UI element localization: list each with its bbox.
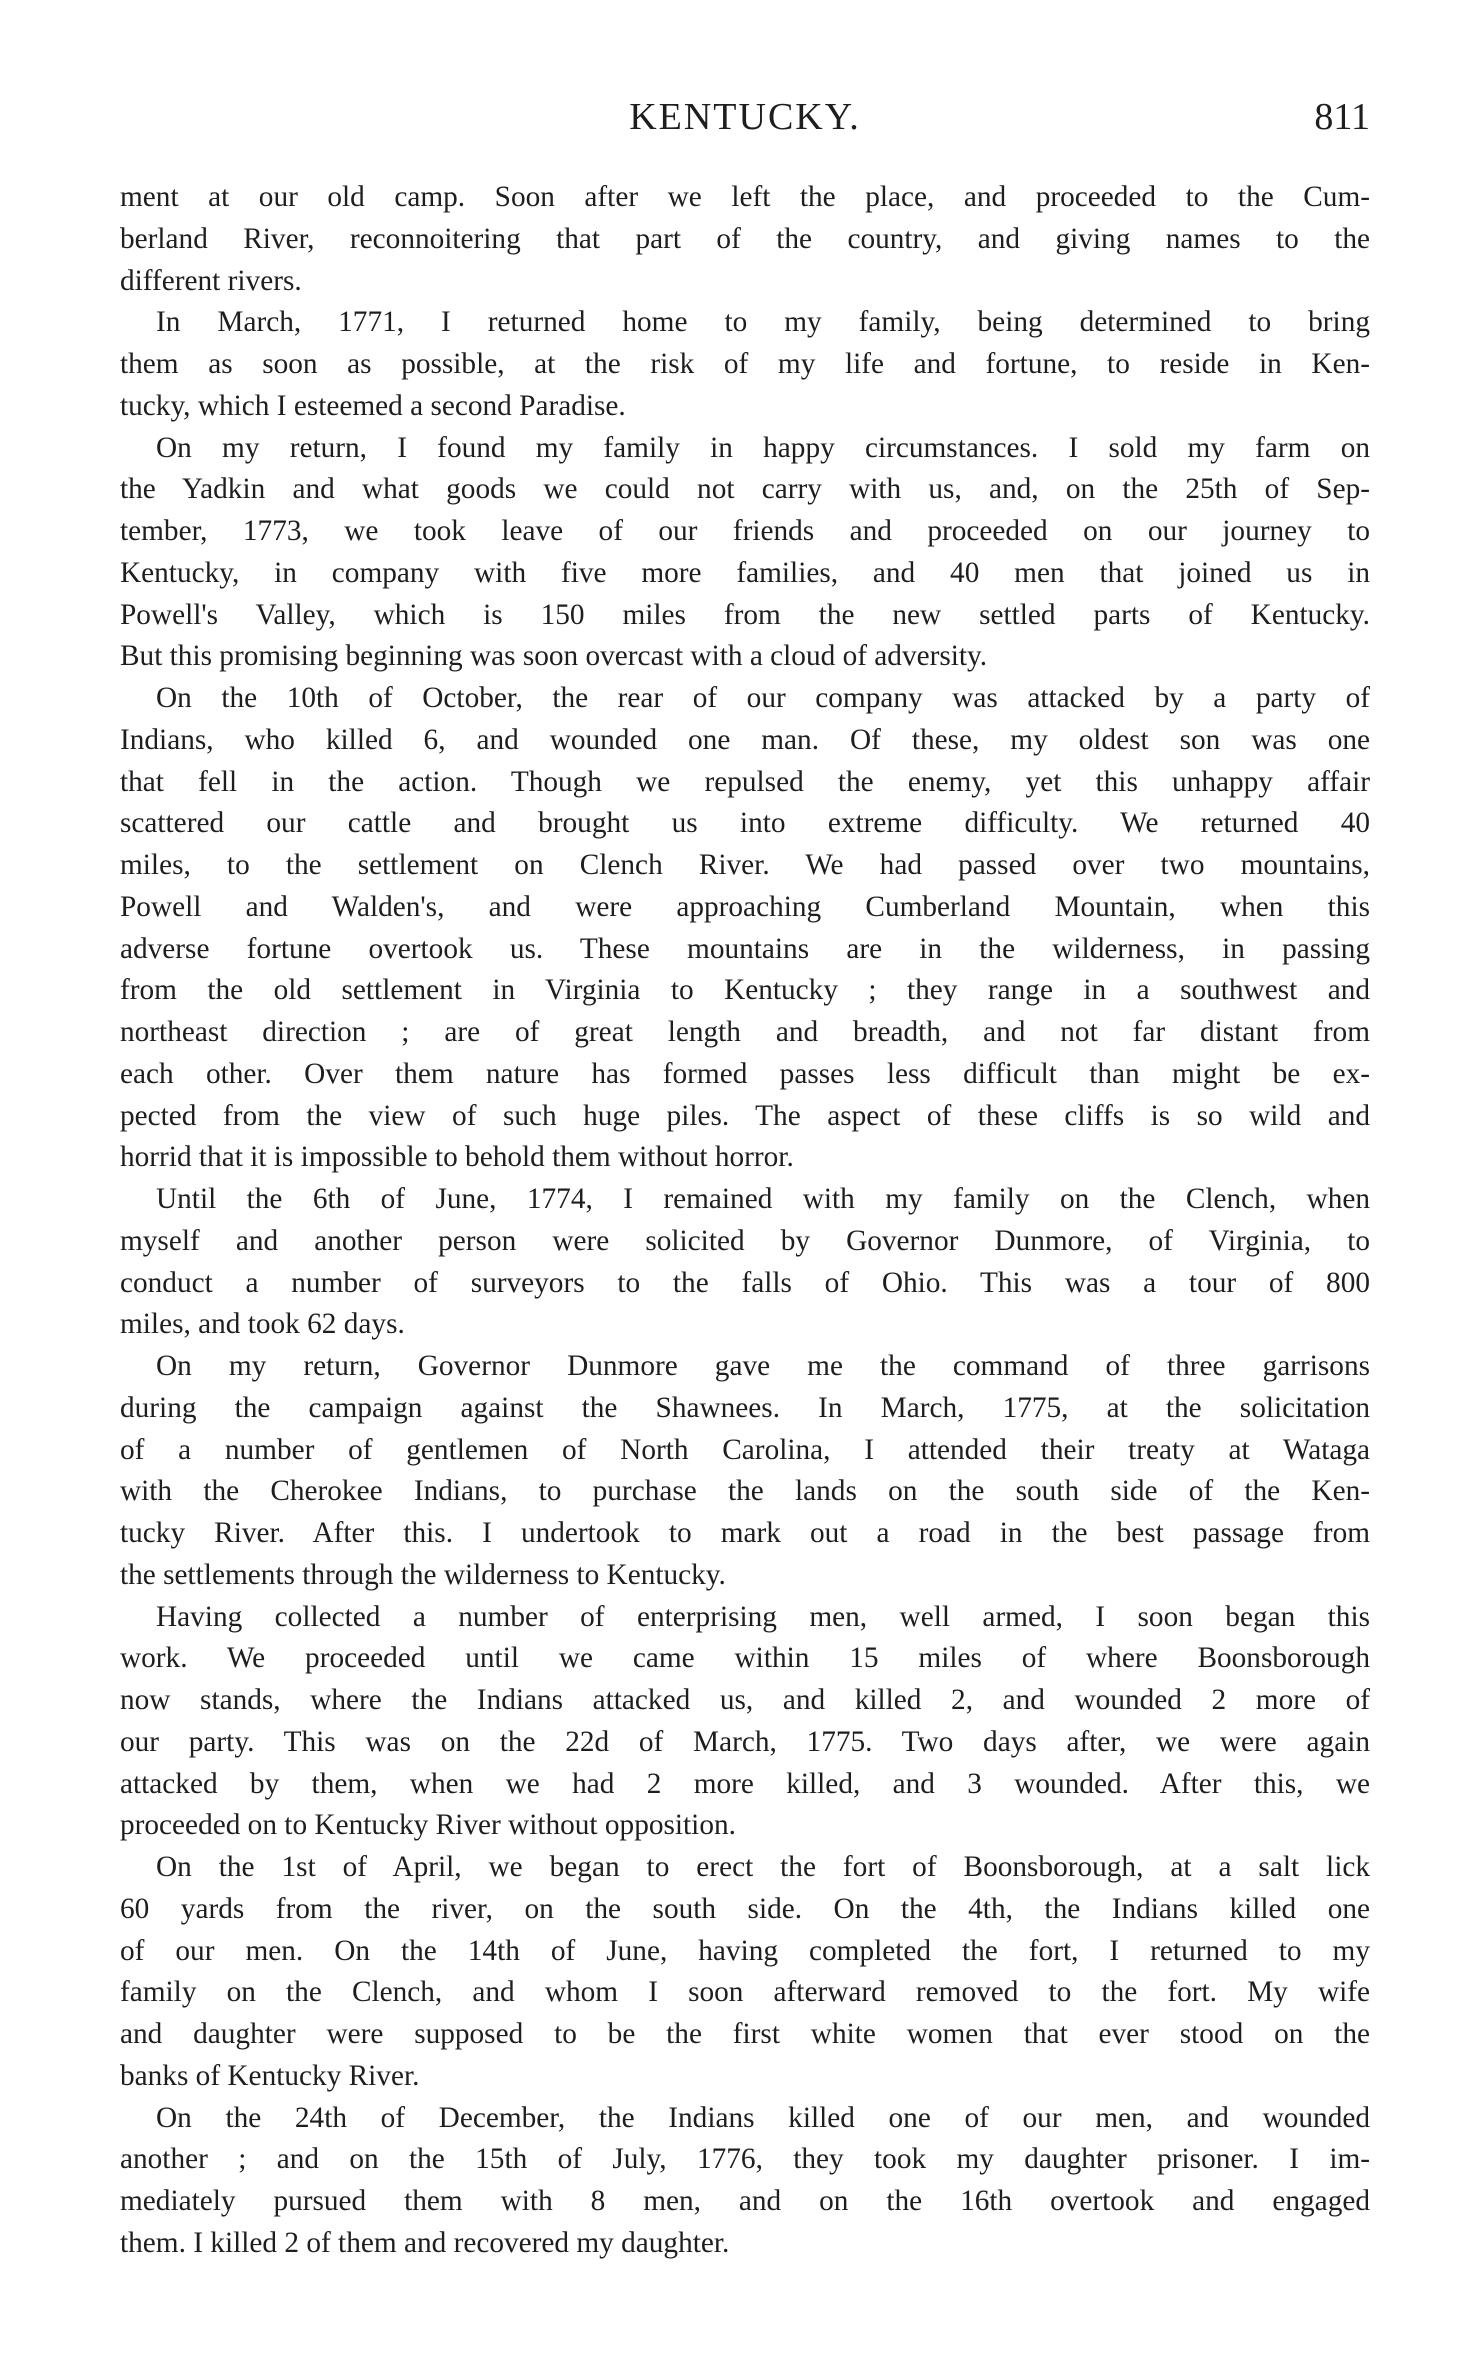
text-line: adverse fortune overtook us. These mountains are in the wilderness, in passing [120, 932, 1370, 965]
text-line: In March, 1771, I returned home to my family, being determined to bring [156, 306, 1370, 339]
text-line: and daughter were supposed to be the first white women that ever stood on the [120, 2018, 1370, 2050]
text-line: miles, and took 62 days. [120, 1308, 405, 1341]
text-line: that fell in the action. Though we repulsed the enemy, yet this unhappy affair [120, 765, 1370, 798]
text-line: ment at our old camp. Soon after we left the place, and proceeded to the Cum- [120, 181, 1370, 213]
text-line: Kentucky, in company with five more families, and 40 men that joined us in [120, 556, 1370, 589]
text-line: But this promising beginning was soon overcast with a cloud of adversity. [120, 640, 988, 673]
text-line: them as soon as possible, at the risk of my life and fortune, to reside in Ken- [120, 348, 1370, 380]
text-line: tucky, which I esteemed a second Paradise. [120, 389, 626, 422]
page-number: 811 [1314, 96, 1370, 138]
text-line: miles, to the settlement on Clench River. We had passed over two mountains, [120, 849, 1370, 881]
text-line: On the 10th of October, the rear of our company was attacked by a party of [156, 682, 1370, 714]
text-line: proceeded on to Kentucky River without opposition. [120, 1809, 736, 1842]
text-line: pected from the view of such huge piles. The aspect of these cliffs is so wild and [120, 1099, 1370, 1132]
text-line: them. I killed 2 of them and recovered my daughter. [120, 2226, 730, 2259]
text-line: banks of Kentucky River. [120, 2059, 420, 2092]
text-line: Powell and Walden's, and were approaching Cumberland Mountain, when this [120, 890, 1370, 923]
text-line: Having collected a number of enterprising men, well armed, I soon began this [156, 1600, 1370, 1633]
text-line: now stands, where the Indians attacked us, and killed 2, and wounded 2 more of [120, 1684, 1370, 1716]
text-line: 60 yards from the river, on the south side. On the 4th, the Indians killed one [120, 1892, 1370, 1925]
text-line: during the campaign against the Shawnees. In March, 1775, at the solicitation [120, 1391, 1370, 1424]
text-line: scattered our cattle and brought us into extreme difficulty. We returned 40 [120, 807, 1370, 840]
text-line: berland River, reconnoitering that part of the country, and giving names to the [120, 222, 1370, 255]
text-line: family on the Clench, and whom I soon afterward removed to the fort. My wife [120, 1976, 1370, 2009]
text-line: conduct a number of surveyors to the falls of Ohio. This was a tour of 800 [120, 1266, 1370, 1299]
text-line: the Yadkin and what goods we could not carry with us, and, on the 25th of Sep- [120, 473, 1370, 506]
text-line: On my return, I found my family in happy circumstances. I sold my farm on [156, 431, 1370, 464]
text-line: On the 24th of December, the Indians killed one of our men, and wounded [156, 2101, 1370, 2134]
text-line: of a number of gentlemen of North Carolina, I attended their treaty at Wataga [120, 1433, 1370, 1466]
text-line: myself and another person were solicited by Governor Dunmore, of Virginia, to [120, 1224, 1370, 1257]
text-line: the settlements through the wilderness to Kentucky. [120, 1558, 726, 1591]
text-line: work. We proceeded until we came within 15 miles of where Boonsborough [120, 1642, 1370, 1675]
text-line: with the Cherokee Indians, to purchase the lands on the south side of the Ken- [120, 1475, 1370, 1508]
body-text [120, 177, 1370, 2265]
text-line: On the 1st of April, we began to erect the fort of Boonsborough, at a salt lick [156, 1851, 1370, 1883]
text-line: of our men. On the 14th of June, having completed the fort, I returned to my [120, 1934, 1370, 1967]
text-line: from the old settlement in Virginia to Kentucky ; they range in a southwest and [120, 974, 1370, 1007]
text-line: mediately pursued them with 8 men, and on the 16th overtook and engaged [120, 2185, 1370, 2217]
text-line: tember, 1773, we took leave of our friends and proceeded on our journey to [120, 515, 1370, 547]
text-line: On my return, Governor Dunmore gave me the command of three garrisons [156, 1350, 1370, 1382]
text-line: tucky River. After this. I undertook to mark out a road in the best passage from [120, 1517, 1370, 1549]
text-line: another ; and on the 15th of July, 1776, they took my daughter prisoner. I im- [120, 2143, 1370, 2176]
text-line: attacked by them, when we had 2 more killed, and 3 wounded. After this, we [120, 1767, 1370, 1800]
text-line: Until the 6th of June, 1774, I remained with my family on the Clench, when [156, 1183, 1370, 1215]
running-head [120, 92, 1370, 142]
text-line: different rivers. [120, 264, 302, 297]
text-line: our party. This was on the 22d of March, 1775. Two days after, we were again [120, 1725, 1370, 1758]
text-line: Powell's Valley, which is 150 miles from the new settled parts of Kentucky. [120, 598, 1370, 631]
text-line: horrid that it is impossible to behold them without horror. [120, 1141, 794, 1174]
running-title: KENTUCKY. [629, 96, 861, 138]
text-line: northeast direction ; are of great length and breadth, and not far distant from [120, 1016, 1370, 1048]
text-line: Indians, who killed 6, and wounded one man. Of these, my oldest son was one [120, 723, 1370, 756]
text-line: each other. Over them nature has formed passes less difficult than might be ex- [120, 1057, 1370, 1090]
